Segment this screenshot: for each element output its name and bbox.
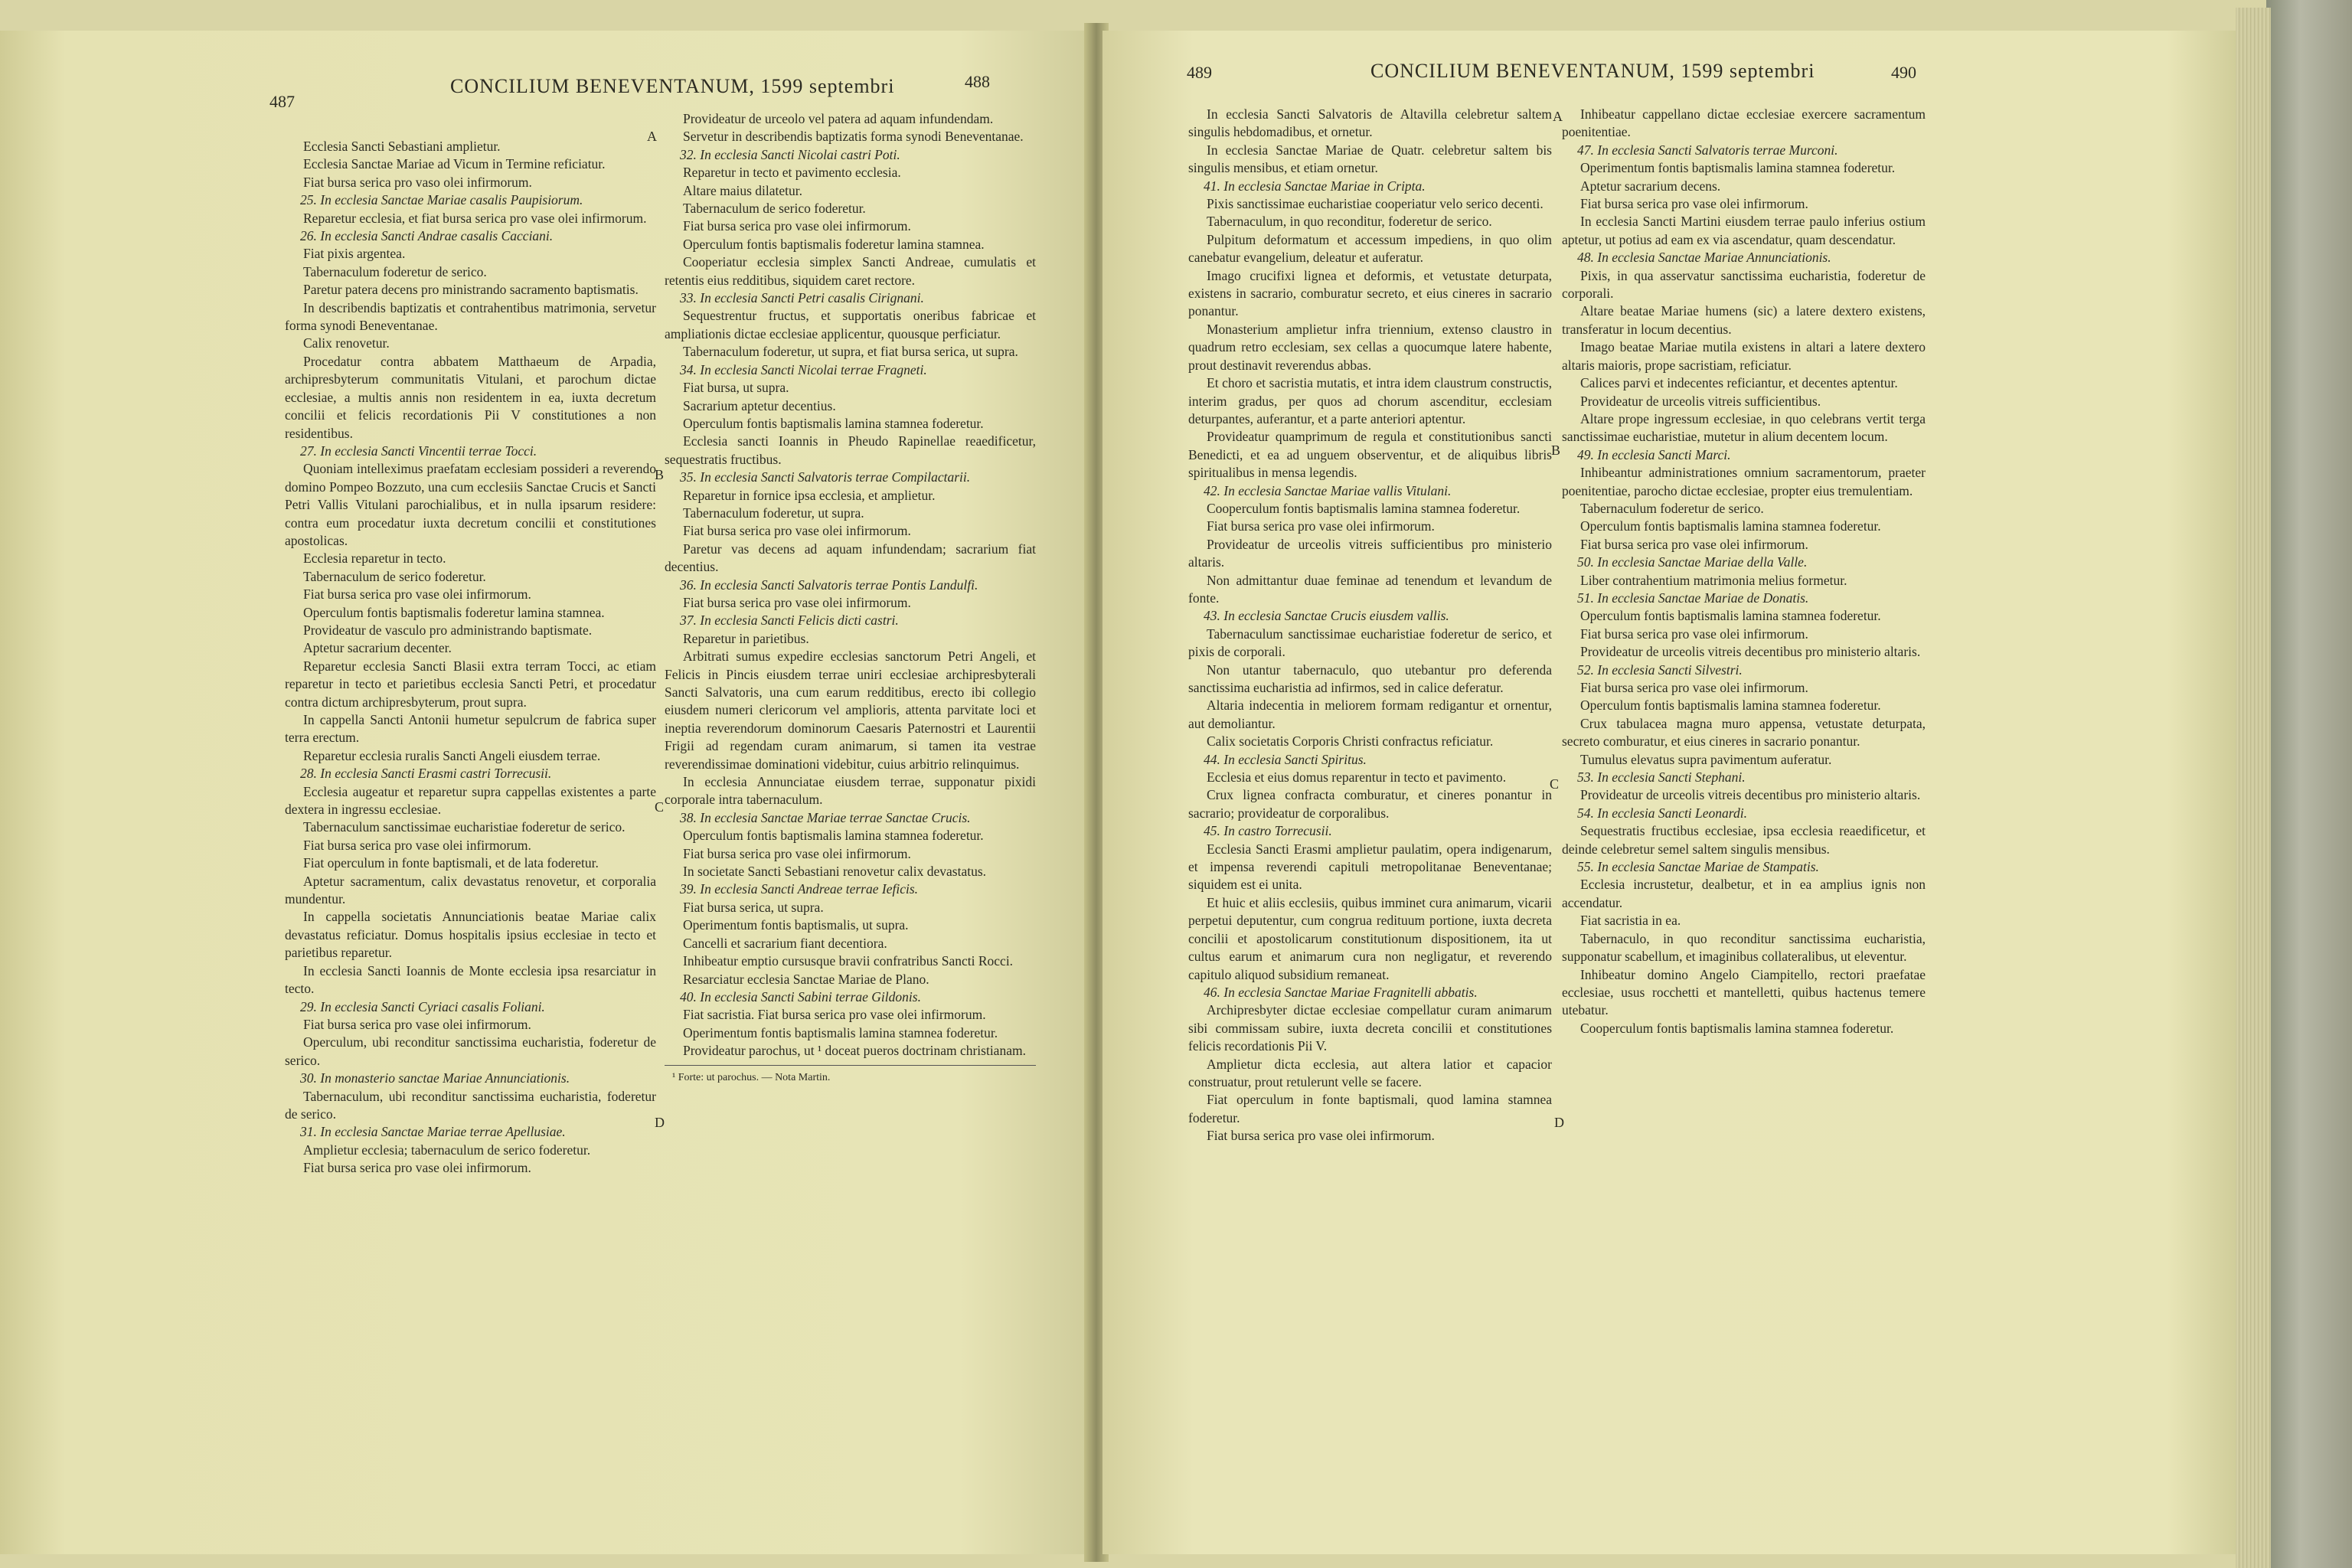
- paragraph: Procedatur contra abbatem Matthaeum de Arpadia, archipresbyterum communitatis Vitulani, et parochum dictae ecclesiae, a multis annis non residentem in ea, iuxta decretum concilii et felicis recordationis Pii V constitutiones a non residentibus.: [285, 353, 656, 441]
- paragraph: Imago beatae Mariae mutila existens in altari a latere dextero altaris maioris, prope sacristiam, reficiatur.: [1562, 339, 1926, 373]
- paragraph: Tabernaculum de serico foderetur.: [683, 201, 866, 217]
- paragraph: Pixis, in qua asservatur sanctissima eucharistia, foderetur de corporali.: [1562, 267, 1926, 302]
- margin-letter-c: C: [655, 799, 665, 815]
- paragraph: Tabernaculum foderetur de serico.: [1580, 500, 1764, 516]
- paragraph: 44. In ecclesia Sancti Spiritus.: [1204, 751, 1367, 767]
- paragraph: Provideatur de urceolo vel patera ad aquam infundendam.: [683, 111, 994, 126]
- left-column-1: [285, 138, 656, 1178]
- paragraph: 43. In ecclesia Sanctae Crucis eiusdem vallis.: [1204, 608, 1449, 624]
- paragraph: Sequestratis fructibus ecclesiae, ipsa ecclesia reaedificetur, et deinde celebretur semel saltem singulis mensibus.: [1562, 823, 1926, 857]
- paragraph: 26. In ecclesia Sancti Andrae casalis Cacciani.: [300, 228, 554, 244]
- paragraph: Ecclesia incrustetur, dealbetur, et in ea amplius ignis non accendatur.: [1562, 877, 1926, 910]
- paragraph: Non admittantur duae feminae ad tenendum et levandum de fonte.: [1188, 572, 1552, 606]
- paragraph: Crux lignea confracta comburatur, et cineres ponantur in sacrario; provideatur de corporalibus.: [1188, 787, 1552, 821]
- paragraph: Cooperculum fontis baptismalis lamina stamnea foderetur.: [1207, 500, 1521, 516]
- right-column-1: [1188, 106, 1552, 1145]
- paragraph: Imago crucifixi lignea et deformis, et vetustate deturpata, existens in sacrario, comburatur secreto, et eius cineres in sacrario ponantur.: [1188, 267, 1552, 319]
- paragraph: 54. In ecclesia Sancti Leonardi.: [1577, 805, 1747, 821]
- paragraph: In ecclesia Sancti Ioannis de Monte ecclesia ipsa resarciatur in tecto.: [285, 962, 656, 997]
- paragraph: In ecclesia Sancti Martini eiusdem terrae paulo inferius ostium aptetur, ut potius ad eam ex via ascendatur, quam descendatur.: [1562, 214, 1926, 247]
- paragraph: Operculum fontis baptismalis foderetur lamina stamnea.: [683, 236, 985, 252]
- running-head-right: CONCILIUM BENEVENTANUM, 1599 septembri: [1370, 60, 1815, 82]
- paragraph: 35. In ecclesia Sancti Salvatoris terrae Compilactarii.: [680, 469, 971, 485]
- paragraph: Paretur patera decens pro ministrando sacramento baptismatis.: [303, 282, 639, 298]
- paragraph: Sequestrentur fructus, et supportatis oneribus fabricae et ampliationis dictae ecclesiae applicentur, quousque perficiatur.: [665, 308, 1036, 341]
- paragraph: Quoniam intelleximus praefatam ecclesiam possideri a reverendo domino Pompeo Bozzuto, una cum ecclesiis Sanctae Crucis et Sancti Petri Vallis Vitulani parochialibus, et in nulla ipsarum residere: contra eum procedatur iuxta decretum concilii et constitutiones apostolicas.: [285, 461, 656, 548]
- paragraph: Fiat operculum in fonte baptismali, et de lata foderetur.: [303, 855, 599, 871]
- right-column-2: [1562, 106, 1926, 1037]
- paragraph: Liber contrahentium matrimonia melius formetur.: [1580, 572, 1847, 588]
- paragraph: Fiat bursa serica, ut supra.: [683, 899, 824, 915]
- paragraph: 32. In ecclesia Sancti Nicolai castri Poti.: [680, 146, 900, 162]
- paragraph: Reparetur ecclesia Sancti Blasii extra terram Tocci, ac etiam reparetur in tecto et parietibus ecclesia Sancti Petri, et procedatur contra dictum archipresbyterum, prout supra.: [285, 658, 656, 710]
- paragraph: Resarciatur ecclesia Sanctae Mariae de Plano.: [683, 971, 929, 987]
- paragraph: 45. In castro Torrecusii.: [1204, 823, 1332, 839]
- paragraph: Provideatur de urceolis vitreis sufficientibus pro ministerio altaris.: [1188, 536, 1552, 570]
- paragraph: Fiat bursa serica pro vase olei infirmorum.: [1207, 518, 1435, 534]
- paragraph: In cappella Sancti Antonii humetur sepulcrum de fabrica super terra erectum.: [285, 712, 656, 746]
- paragraph: Tabernaculo, in quo reconditur sanctissima eucharistia, supponatur scabellum, et imaginibus collateralibus, ut eleventur.: [1562, 930, 1926, 965]
- margin-letter-b-right: B: [1551, 443, 1561, 458]
- page-edges: [2236, 8, 2271, 1568]
- paragraph: Reparetur ecclesia, et fiat bursa serica pro vase olei infirmorum.: [303, 210, 647, 226]
- paragraph: Calix societatis Corporis Christi confractus reficiatur.: [1207, 733, 1494, 750]
- paragraph: Tabernaculum foderetur de serico.: [303, 263, 487, 279]
- paragraph: Reparetur in fornice ipsa ecclesia, et amplietur.: [683, 487, 936, 503]
- paragraph: Inhibeatur domino Angelo Ciampitello, rectori praefatae ecclesiae, usus rocchetti et mantelletti, quibus hactenus temere utebatur.: [1562, 966, 1926, 1018]
- paragraph: Fiat bursa serica pro vase olei infirmorum.: [683, 594, 911, 610]
- paragraph: 55. In ecclesia Sanctae Mariae de Stampatis.: [1577, 859, 1819, 875]
- paragraph: Fiat bursa serica pro vase olei infirmorum.: [683, 523, 911, 539]
- paragraph: Monasterium amplietur infra triennium, extenso claustro in quadrum retro ecclesiam, sex cellas a quocumque latere habente, prout destinavit reverendus abbas.: [1188, 321, 1552, 373]
- paragraph: Inhibeatur cappellano dictae ecclesiae exercere sacramentum poenitentiae.: [1562, 106, 1926, 140]
- margin-letter-a-right: A: [1553, 109, 1563, 124]
- paragraph: 31. In ecclesia Sanctae Mariae terrae Apellusiae.: [300, 1124, 566, 1140]
- paragraph: Reparetur in parietibus.: [683, 630, 809, 646]
- paragraph: Tabernaculum foderetur, ut supra.: [683, 505, 864, 521]
- paragraph: Et huic et aliis ecclesiis, quibus imminet cura animarum, vicarii perpetui deputentur, cum congrua redituum portione, iuxta decreta concilii et apostolicarum constitutionum dispositionem, ita ut cultus earum et animarum cura non negligatur, et reverendo capitulo aliquod subsidium remaneat.: [1188, 894, 1552, 982]
- paragraph: 47. In ecclesia Sancti Salvatoris terrae Murconi.: [1577, 142, 1838, 158]
- paragraph: Ecclesia reparetur in tecto.: [303, 550, 446, 567]
- paragraph: Altare maius dilatetur.: [683, 182, 802, 198]
- paragraph: Ecclesia Sanctae Mariae ad Vicum in Termine reficiatur.: [303, 156, 606, 172]
- paragraph: Operimentum fontis baptismalis lamina stamnea foderetur.: [1580, 160, 1896, 176]
- paragraph: Fiat bursa serica pro vase olei infirmorum.: [683, 845, 911, 861]
- paragraph: Operimentum fontis baptismalis lamina stamnea foderetur.: [683, 1024, 998, 1040]
- paragraph: Ecclesia Sancti Erasmi amplietur paulatim, opera indigenarum, et impensa reverendi capituli metropolitanae Beneventanae; siquidem est ei unita.: [1188, 841, 1552, 893]
- paragraph: Sacrarium aptetur decentius.: [683, 397, 836, 413]
- left-column-2: [665, 110, 1036, 1086]
- paragraph: 33. In ecclesia Sancti Petri casalis Cirignani.: [680, 290, 924, 306]
- paragraph: Fiat pixis argentea.: [303, 246, 406, 262]
- paragraph: Pulpitum deformatum et accessum impediens, in quo olim canebatur evangelium, deleatur et auferatur.: [1188, 231, 1552, 266]
- paragraph: 40. In ecclesia Sancti Sabini terrae Gildonis.: [680, 988, 921, 1004]
- paragraph: 25. In ecclesia Sanctae Mariae casalis Paupisiorum.: [300, 192, 583, 208]
- paragraph: 41. In ecclesia Sanctae Mariae in Cripta.: [1204, 178, 1426, 194]
- paragraph: Fiat sacristia. Fiat bursa serica pro vase olei infirmorum.: [683, 1007, 986, 1023]
- paragraph: Fiat bursa serica pro vase olei infirmorum.: [683, 218, 911, 234]
- margin-letter-c-right: C: [1550, 776, 1560, 792]
- paragraph: Tabernaculum sanctissimae eucharistiae foderetur de serico, et pixis de corporali.: [1188, 626, 1552, 660]
- paragraph: Ecclesia Sancti Sebastiani amplietur.: [303, 139, 501, 154]
- paragraph: Provideatur de urceolis vitreis decentibus pro ministerio altaris.: [1580, 644, 1921, 660]
- desk-background: [2266, 0, 2352, 1568]
- paragraph: In ecclesia Annunciatae eiusdem terrae, supponatur pixidi corporale intra tabernaculum.: [665, 774, 1036, 808]
- margin-letter-d-right: D: [1554, 1115, 1564, 1130]
- paragraph: 46. In ecclesia Sanctae Mariae Fragnitelli abbatis.: [1204, 984, 1478, 1000]
- paragraph: Provideatur quamprimum de regula et constitutionibus sancti Benedicti, et ea ad unguem observentur, et de aliquibus libris spiritualibus in mensa legendis.: [1188, 429, 1552, 481]
- paragraph: 28. In ecclesia Sancti Erasmi castri Torrecusii.: [300, 766, 552, 782]
- page-number-487: 487: [270, 92, 295, 111]
- paragraph: Fiat bursa, ut supra.: [683, 380, 789, 396]
- paragraph: 30. In monasterio sanctae Mariae Annunciationis.: [300, 1070, 570, 1086]
- paragraph: Reparetur in tecto et pavimento ecclesia.: [683, 165, 901, 181]
- paragraph: Operculum fontis baptismalis foderetur lamina stamnea.: [303, 604, 605, 620]
- paragraph: Arbitrati sumus expedire ecclesias sanctorum Petri Angeli, et Felicis in Pincis eiusdem terrae uniri ecclesiae archipresbyterali Sancti Salvatoris, una cum earum redditibus, erecto ibi collegio eiusdem numeri clericorum vel amplioris, attenta parvitate loci et ineptia reverendorum dominorum Caesaris Paternostri et Laurentii Frigii ad regendam curam animarum, si tamen ita vestrae reverendissimae dominationi videbitur, cuius arbitrio relinquimus.: [665, 648, 1036, 772]
- paragraph: Altare prope ingressum ecclesiae, in quo celebrans vertit terga sanctissimae eucharistiae, mutetur in alium decentem locum.: [1562, 410, 1926, 445]
- paragraph: Fiat bursa serica pro vase olei infirmorum.: [303, 837, 531, 853]
- paragraph: Ecclesia sancti Ioannis in Pheudo Rapinellae reaedificetur, sequestratis fructibus.: [665, 433, 1036, 467]
- running-head-left: CONCILIUM BENEVENTANUM, 1599 septembri: [450, 75, 895, 97]
- paragraph: 27. In ecclesia Sancti Vincentii terrae Tocci.: [300, 443, 537, 459]
- paragraph: Pixis sanctissimae eucharistiae cooperiatur velo serico decenti.: [1207, 196, 1544, 212]
- footnote: ¹ Forte: ut parochus. — Nota Martin.: [665, 1065, 1036, 1086]
- page-number-490: 490: [1891, 63, 1916, 82]
- paragraph: Fiat bursa serica pro vase olei infirmorum.: [303, 1016, 531, 1032]
- paragraph: Tumulus elevatus supra pavimentum auferatur.: [1580, 751, 1832, 767]
- paragraph: Crux tabulacea magna muro appensa, vetustate deturpata, secreto comburatur, et eius cineres in sacrario ponantur.: [1562, 715, 1926, 750]
- paragraph: Operculum fontis baptismalis lamina stamnea foderetur.: [1580, 697, 1881, 714]
- paragraph: Cooperiatur ecclesia simplex Sancti Andreae, cumulatis et retentis eius redditibus, siquidem caret rectore.: [665, 254, 1036, 288]
- paragraph: Fiat operculum in fonte baptismali, quod lamina stamnea foderetur.: [1188, 1092, 1552, 1125]
- paragraph: Tabernaculum de serico foderetur.: [303, 568, 486, 584]
- paragraph: 36. In ecclesia Sancti Salvatoris terrae Pontis Landulfi.: [680, 577, 978, 593]
- paragraph: Non utantur tabernaculo, quo utebantur pro deferenda sanctissima eucharistia ad infirmos, sed in calice deferatur.: [1188, 662, 1552, 695]
- paragraph: Aptetur sacrarium decenter.: [303, 640, 452, 656]
- paragraph: 29. In ecclesia Sancti Cyriaci casalis Foliani.: [300, 998, 545, 1014]
- paragraph: Provideatur de urceolis vitreis sufficientibus.: [1580, 393, 1821, 409]
- paragraph: Operculum fontis baptismalis lamina stamnea foderetur.: [1580, 608, 1881, 624]
- paragraph: In societate Sancti Sebastiani renovetur calix devastatus.: [683, 864, 987, 880]
- paragraph: Inhibeatur emptio cursusque bravii confratribus Sancti Rocci.: [683, 953, 1014, 969]
- paragraph: Fiat bursa serica pro vase olei infirmorum.: [303, 586, 531, 603]
- paragraph: Ecclesia et eius domus reparentur in tecto et pavimento.: [1207, 769, 1507, 786]
- paragraph: Archipresbyter dictae ecclesiae compellatur curam animarum sibi commissam subire, iuxta decreta concilii et constitutiones felicis recordationis Pii V.: [1188, 1002, 1552, 1054]
- paragraph: Operculum fontis baptismalis lamina stamnea foderetur.: [683, 828, 984, 844]
- paragraph: Provideatur de urceolis vitreis decentibus pro ministerio altaris.: [1580, 787, 1921, 803]
- paragraph: Tabernaculum, in quo reconditur, foderetur de serico.: [1207, 214, 1492, 230]
- paragraph: 51. In ecclesia Sanctae Mariae de Donatis.: [1577, 590, 1809, 606]
- paragraph: Amplietur ecclesia; tabernaculum de serico foderetur.: [303, 1142, 591, 1158]
- page-number-489: 489: [1187, 63, 1212, 82]
- paragraph: Operculum, ubi reconditur sanctissima eucharistia, foderetur de serico.: [285, 1034, 656, 1068]
- page-number-488: 488: [965, 72, 990, 91]
- paragraph: Ecclesia augeatur et reparetur supra cappellas existentes a parte dextera in ingressu ecclesiae.: [285, 783, 656, 818]
- paragraph: Cancelli et sacrarium fiant decentiora.: [683, 935, 887, 951]
- right-page: [1102, 31, 2236, 1554]
- paragraph: Altare beatae Mariae humens (sic) a latere dextero existens, transferatur in locum decentius.: [1562, 303, 1926, 337]
- paragraph: Fiat sacristia in ea.: [1580, 913, 1681, 929]
- paragraph: 52. In ecclesia Sancti Silvestri.: [1577, 662, 1743, 678]
- paragraph: Tabernaculum sanctissimae eucharistiae foderetur de serico.: [303, 819, 626, 835]
- paragraph: Amplietur dicta ecclesia, aut altera latior et capacior construatur, prout retulerunt velle se facere.: [1188, 1056, 1552, 1089]
- margin-letter-a: A: [647, 129, 657, 144]
- paragraph: Provideatur parochus, ut ¹ doceat pueros doctrinam christianam.: [683, 1043, 1026, 1059]
- paragraph: Paretur vas decens ad aquam infundendam; sacrarium fiat decentius.: [665, 541, 1036, 575]
- paragraph: 37. In ecclesia Sancti Felicis dicti castri.: [680, 612, 899, 629]
- paragraph: 53. In ecclesia Sancti Stephani.: [1577, 769, 1746, 786]
- paragraph: Aptetur sacrarium decens.: [1580, 178, 1721, 194]
- paragraph: Aptetur sacramentum, calix devastatus renovetur, et corporalia mundentur.: [285, 873, 656, 907]
- paragraph: Fiat bursa serica pro vase olei infirmorum.: [1580, 536, 1808, 552]
- paragraph: Altaria indecentia in meliorem formam redigantur et ornentur, aut demoliantur.: [1188, 697, 1552, 731]
- paragraph: 34. In ecclesia Sancti Nicolai terrae Fragneti.: [680, 361, 927, 377]
- paragraph: Calix renovetur.: [303, 335, 390, 351]
- paragraph: Provideatur de vasculo pro administrando baptismate.: [303, 622, 593, 638]
- paragraph: Fiat bursa serica pro vase olei infirmorum.: [1580, 196, 1808, 212]
- paragraph: Et choro et sacristia mutatis, et intra idem claustrum constructis, interim gradus, per quos ad chorum ascenditur, ecclesiam deturpantes, auferantur, et a parte anteriori aptentur.: [1188, 375, 1552, 426]
- paragraph: 48. In ecclesia Sanctae Mariae Annunciationis.: [1577, 250, 1831, 266]
- margin-letter-b: B: [655, 467, 665, 482]
- paragraph: 38. In ecclesia Sanctae Mariae terrae Sanctae Crucis.: [680, 809, 971, 825]
- paragraph: Fiat bursa serica pro vaso olei infirmorum.: [303, 174, 532, 190]
- paragraph: 49. In ecclesia Sancti Marci.: [1577, 446, 1731, 462]
- paragraph: In ecclesia Sancti Salvatoris de Altavilla celebretur saltem singulis hebdomadibus, et ornetur.: [1188, 106, 1552, 140]
- paragraph: Tabernaculum foderetur, ut supra, et fiat bursa serica, ut supra.: [683, 344, 1018, 360]
- left-page: [0, 31, 1090, 1554]
- paragraph: Inhibeantur administrationes omnium sacramentorum, praeter poenitentiae, parocho dictae ecclesiae, propter eius tremulentiam.: [1562, 465, 1926, 498]
- paragraph: Tabernaculum, ubi reconditur sanctissima eucharistia, foderetur de serico.: [285, 1088, 656, 1122]
- paragraph: Fiat bursa serica pro vase olei infirmorum.: [1580, 626, 1808, 642]
- paragraph: Operimentum fontis baptismalis, ut supra.: [683, 917, 909, 933]
- paragraph: Calices parvi et indecentes reficiantur, et decentes aptentur.: [1580, 375, 1898, 391]
- paragraph: Servetur in describendis baptizatis forma synodi Beneventanae.: [683, 129, 1024, 145]
- paragraph: Operculum fontis baptismalis lamina stamnea foderetur.: [1580, 518, 1881, 534]
- paragraph: Fiat bursa serica pro vase olei infirmorum.: [1207, 1128, 1435, 1144]
- paragraph: 39. In ecclesia Sancti Andreae terrae Ieficis.: [680, 881, 919, 897]
- paragraph: Operculum fontis baptismalis lamina stamnea foderetur.: [683, 415, 984, 431]
- margin-letter-d: D: [655, 1115, 665, 1130]
- paragraph: In ecclesia Sanctae Mariae de Quatr. celebretur saltem bis singulis mensibus, et etiam ornetur.: [1188, 142, 1552, 176]
- paragraph: Reparetur ecclesia ruralis Sancti Angeli eiusdem terrae.: [303, 747, 601, 763]
- paragraph: Fiat bursa serica pro vase olei infirmorum.: [1580, 680, 1808, 695]
- paragraph: 50. In ecclesia Sanctae Mariae della Valle.: [1577, 554, 1808, 570]
- paragraph: 42. In ecclesia Sanctae Mariae vallis Vitulani.: [1204, 482, 1452, 498]
- paragraph: In cappella societatis Annunciationis beatae Mariae calix devastatus reficiatur. Domus hospitalis ipsius ecclesiae in tecto et parietibus reparetur.: [285, 909, 656, 961]
- paragraph: Cooperculum fontis baptismalis lamina stamnea foderetur.: [1580, 1020, 1894, 1036]
- paragraph: Fiat bursa serica pro vase olei infirmorum.: [303, 1160, 531, 1176]
- paragraph: In describendis baptizatis et contrahentibus matrimonia, servetur forma synodi Beneventanae.: [285, 299, 656, 334]
